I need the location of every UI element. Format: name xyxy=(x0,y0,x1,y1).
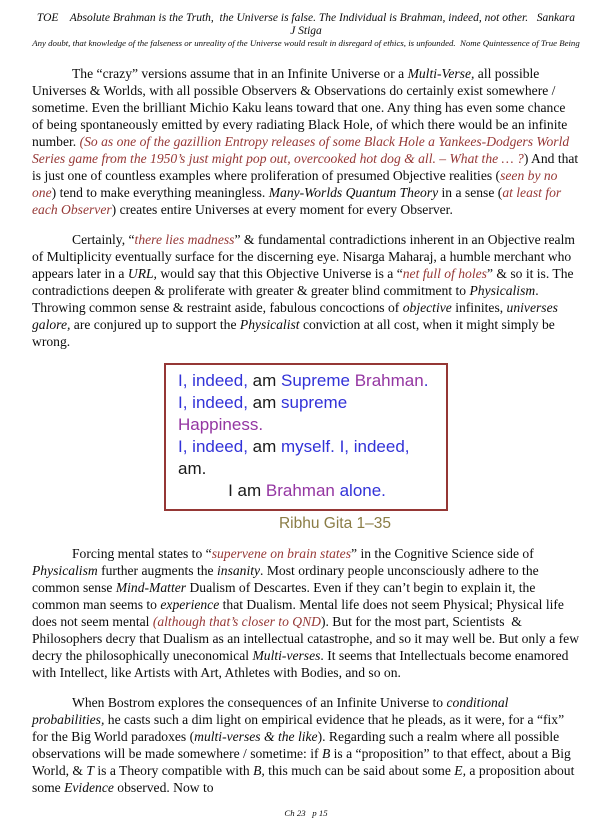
page-footer: Ch 23 p 15 xyxy=(284,808,328,818)
body-paragraph-1: The “crazy” versions assume that in an Infinite Universe or a Multi-Verse, all possible Universes & Worlds, with all possible Observers & Observations do certainly exist somewhere / sometime. Even the brilliant Michio Kaku leans toward that one. Any thing has even some chance of being spontaneously emitted by every radiating Black Hole, of which there would be an infinite number. (So as one of the gazillion Entropy releases of some Black Hole a Yankees-Dodgers World Series game from the 1950’s just might pop out, overcooked hot dog & all. – What the … ?) And that is just one of countless examples where proliferation of presumed Objective realities (seen by no one) tend to make everything meaningless. Many-Worlds Quantum Theory in a sense (at least for each Observer) creates entire Universes at every moment for every Observer. xyxy=(32,66,582,217)
body-paragraph-3: Forcing mental states to “supervene on brain states” in the Cognitive Science side of Physicalism further augments the insanity. Most ordinary people unconsciously adhere to the common sense Mind-Matter Dualism of Descartes. Even if they can’t begin to explain it, the common man seems to experience that Dualism. Mental life does not seem Physical; Physical life does not seem mental (although that’s closer to QND). But for the most part, Scientists & Philosophers decry that Dualism as an intellectual catastrophe, and so it may well be. But only a few decry the philosophically uneconomical Multi-verses. It seems that Intellectuals become enamored with Intellect, like Artists with Art, Athletes with Bodies, and so on. xyxy=(32,546,583,680)
verse-caption: Ribhu Gita 1–35 xyxy=(278,515,392,532)
body-paragraph-2: Certainly, “there lies madness” & fundamental contradictions inherent in an Objective realm of Multiplicity eventually surface for the discerning eye. Nisarga Maharaj, a humble merchant who appears later in a URL, would say that this Objective Universe is a “net full of holes” & so it is. The contradictions deepen & proliferate with greater & greater blind commitment to Physicalism. Throwing common sense & restraint aside, fabulous concoctions of objective infinites, universes galore, are conjured up to support the Physicalist conviction at all cost, when it might simply be wrong. xyxy=(32,232,579,349)
verse-box xyxy=(164,363,448,511)
verse-block xyxy=(164,363,448,543)
verse-line-1: I, indeed, am Supreme Brahman. xyxy=(178,371,429,390)
verse-line-4: I am Brahman alone. xyxy=(228,481,386,500)
verse-line-2: I, indeed, am supreme Happiness. xyxy=(178,393,352,434)
header-epigraph-line-1: TOE Absolute Brahman is the Truth, the Universe is false. The Individual is Brahman, indeed, not other. Sankara J Stiga xyxy=(36,12,584,37)
verse-line-3: I, indeed, am myself. I, indeed, am. xyxy=(178,437,415,478)
body-paragraph-4: When Bostrom explores the consequences of an Infinite Universe to conditional probabilities, he casts such a dim light on empirical evidence that he pleads, as it were, for a “fix” for the Big World paradoxes (multi-verses & the like). Regarding such a realm where all possible observations will be made somewhere / sometime: if B is a “proposition” to that effect, about a Big World, & T is a Theory compatible with B, this much can be said about some E, a proposition about some Evidence observed. Now to xyxy=(32,695,578,795)
header-epigraph-line-2: Any doubt, that knowledge of the falseness or unreality of the Universe would result in disregard of ethics, is unfounded. Nome Quintessence of True Being xyxy=(32,38,580,48)
